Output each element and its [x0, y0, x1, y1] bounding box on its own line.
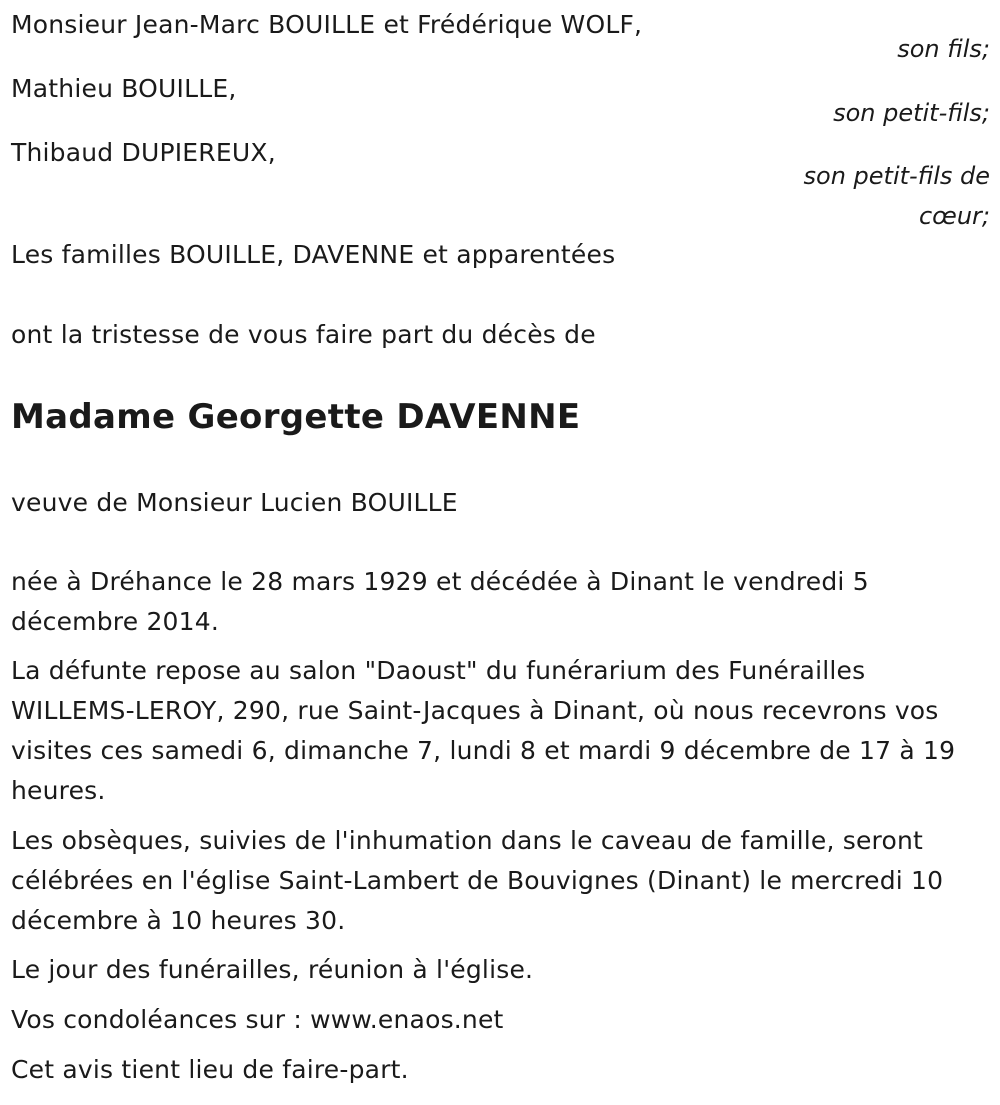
- grandson-relation: son petit-fils;: [833, 99, 990, 127]
- funeral-paragraph: Les obsèques, suivies de l'inhumation dans le caveau de famille, seront célébrées en l'église Saint-Lambert de Bouvignes (Dinant) le mercredi 10 décembre à 10 heures 30.: [11, 826, 944, 935]
- visitation-paragraph: La défunte repose au salon "Daoust" du funérarium des Funérailles WILLEMS-LEROY, 290, rue Saint-Jacques à Dinant, où nous recevrons vos visites ces samedi 6, dimanche 7, lundi 8 et mardi 9 décembre de 17 à 19 heures.: [11, 656, 956, 805]
- deceased-name: Madame Georgette DAVENNE: [11, 397, 581, 437]
- intro-line: ont la tristesse de vous faire part du décès de: [11, 320, 596, 349]
- grandson-name: Mathieu BOUILLE,: [11, 74, 237, 103]
- heart-grandson-relation-line1: son petit-fils de: [803, 162, 990, 190]
- condolences-paragraph: Vos condoléances sur : www.enaos.net: [11, 1005, 504, 1034]
- heart-grandson-name: Thibaud DUPIEREUX,: [11, 138, 276, 167]
- meeting-paragraph: Le jour des funérailles, réunion à l'église.: [11, 955, 534, 984]
- notice-paragraph: Cet avis tient lieu de faire-part.: [11, 1055, 409, 1084]
- birth-death-paragraph: née à Dréhance le 28 mars 1929 et décédée à Dinant le vendredi 5 décembre 2014.: [11, 567, 869, 636]
- widow-of-line: veuve de Monsieur Lucien BOUILLE: [11, 488, 458, 517]
- families-line: Les familles BOUILLE, DAVENNE et apparentées: [11, 240, 616, 269]
- heart-grandson-relation-line2: cœur;: [918, 202, 990, 230]
- son-name: Monsieur Jean-Marc BOUILLE et Frédérique WOLF,: [11, 10, 643, 39]
- son-relation: son fils;: [897, 35, 990, 63]
